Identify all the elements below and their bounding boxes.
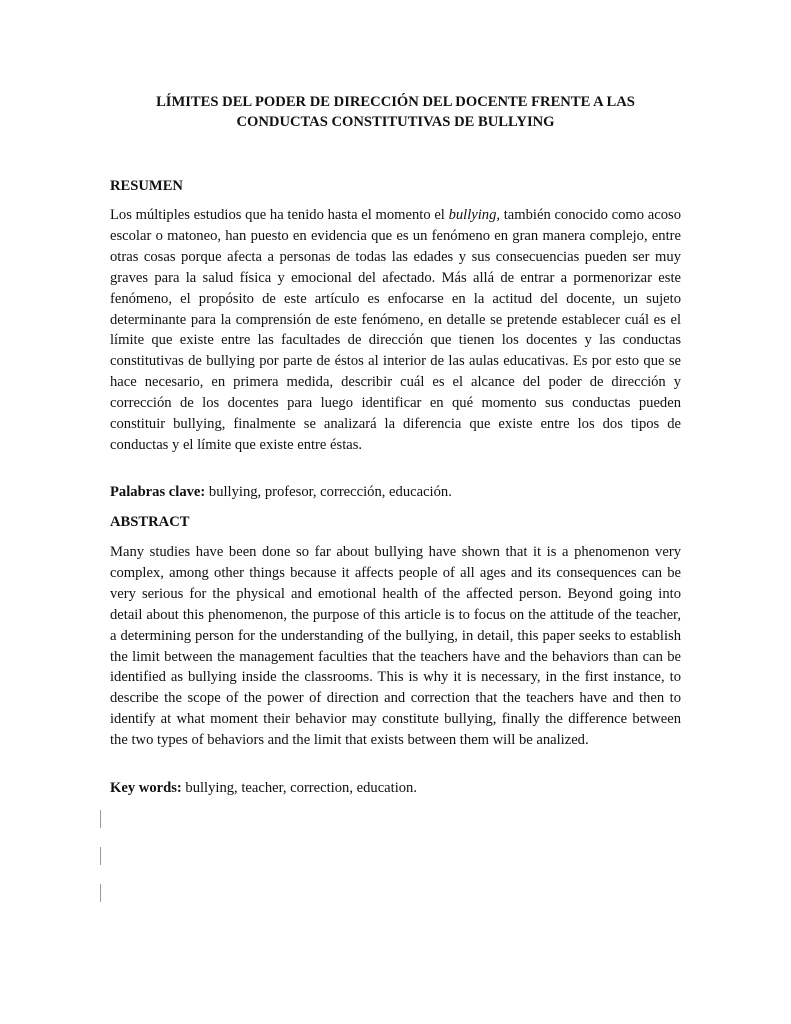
resumen-text-start: Los múltiples estudios que ha tenido hasta el momento el xyxy=(110,207,449,223)
title-line-2: CONDUCTAS CONSTITUTIVAS DE BULLYING xyxy=(236,114,555,130)
key-words-label: Key words: xyxy=(110,780,182,796)
resumen-heading: RESUMEN xyxy=(110,178,183,194)
abstract-heading: ABSTRACT xyxy=(110,514,190,530)
page-title xyxy=(110,92,681,132)
palabras-clave xyxy=(110,482,681,502)
title-line-1: LÍMITES DEL PODER DE DIRECCIÓN DEL DOCENTE FRENTE A LAS xyxy=(156,94,635,110)
key-words-value: bullying, teacher, correction, education. xyxy=(181,780,418,796)
text-cursor-mark xyxy=(100,884,101,902)
key-words xyxy=(110,778,681,798)
resumen-italic-term: bullying, xyxy=(448,207,501,223)
resumen-paragraph xyxy=(110,205,681,456)
palabras-clave-label: Palabras clave: xyxy=(110,484,206,500)
abstract-paragraph: Many studies have been done so far about bullying have shown that it is a phenomenon very complex, among other things because it affects people of all ages and its consequences can be very serious for the physical and emotional health of the affected person. Beyond going into detail about this phenomenon, the purpose of this article is to focus on the attitude of the teacher, a determining person for the understanding of the bullying, in detail, this paper seeks to establish the limit between the management faculties that the teachers have and the behaviors than can be identified as bullying inside the classrooms. This is why it is necessary, in the first instance, to describe the scope of the power of direction and correction that the teachers have and then to identify at what moment their behavior may constitute bullying, finally the difference between the two types of behaviors and the limit that exists between them will be analized. xyxy=(110,544,681,749)
text-cursor-mark xyxy=(100,847,101,865)
palabras-clave-value: bullying, profesor, corrección, educación. xyxy=(205,484,452,500)
resumen-text-rest: también conocido como acoso escolar o matoneo, han puesto en evidencia que es un fenómeno en gran manera complejo, entre otras cosas porque afecta a personas de todas las edades y sus consecuencias pueden ser muy graves para la salud física y emocional del afectado. Más allá de entrar a pormenorizar este fenómeno, el propósito de este artículo es enfocarse en la actitud del docente, un sujeto determinante para la comprensión de este fenómeno, en detalle se pretende establecer cuál es el límite que existe entre las facultades de dirección que tienen los docentes y las conductas constitutivas de bullying por parte de éstos al interior de las aulas educativas. Es por esto que se hace necesario, en primera medida, describir cuál es el alcance del poder de dirección y corrección de los docentes para luego identificar en qué momento sus conductas pueden constituir bullying, finalmente se analizará la diferencia que existe entre los dos tipos de conductas y el límite que existe entre éstas. xyxy=(110,207,682,453)
text-cursor-mark xyxy=(100,810,101,828)
